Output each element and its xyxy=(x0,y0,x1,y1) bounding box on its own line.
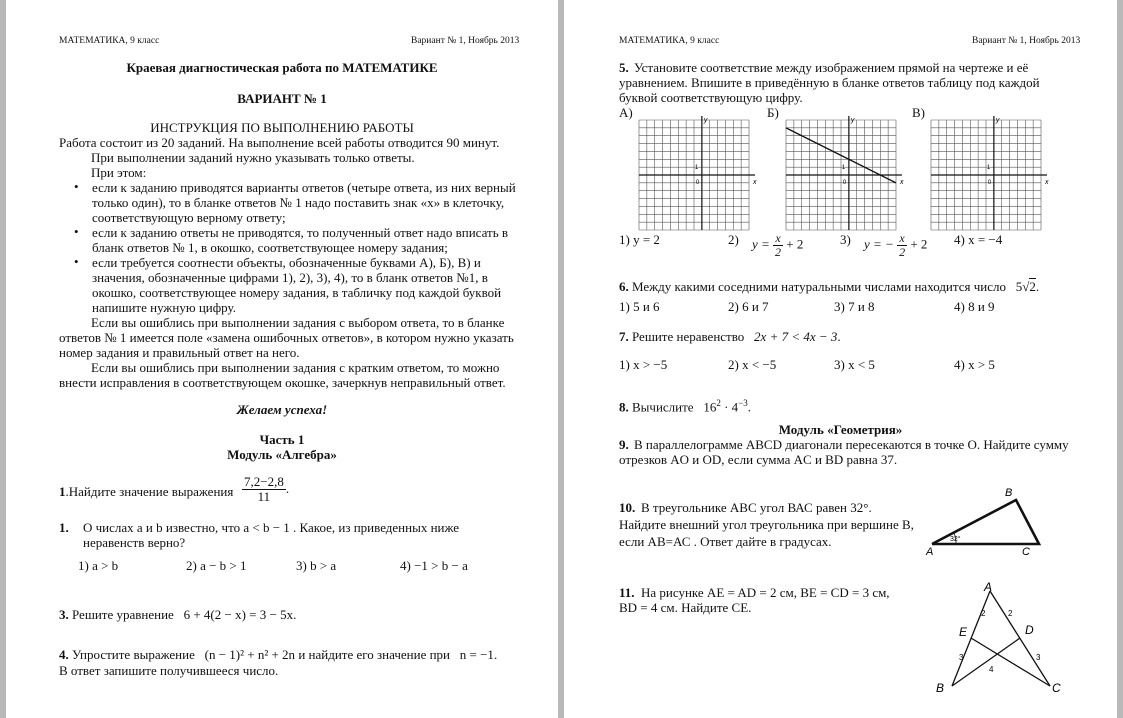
graphs-svg xyxy=(564,0,1117,260)
segment-label: 3 xyxy=(1036,653,1041,662)
question-text: Между какими соседними натуральными числами находится число xyxy=(632,279,1006,294)
answer-option: 3) xyxy=(840,232,851,247)
axis-y-label: y xyxy=(850,117,855,124)
answer-option-3 xyxy=(864,232,927,259)
instruction-line: При выполнении заданий нужно указывать только ответы. xyxy=(91,150,415,165)
question-text: В ответ запишите получившееся число. xyxy=(59,663,279,678)
axis-x-label: x xyxy=(900,179,904,186)
exponent: −3 xyxy=(738,398,748,408)
question-text: Решите уравнение xyxy=(72,607,174,622)
question-text: В параллелограмме ABCD диагонали пересекаются в точке O. Найдите сумму xyxy=(634,437,1069,452)
segment-label: 2 xyxy=(981,609,986,618)
question-6: 6. Между какими соседними натуральными числами находится число 5√2. xyxy=(619,279,1040,294)
answer-option: 4) x > 5 xyxy=(954,357,995,372)
question-number: 1. xyxy=(59,520,69,535)
question-number: 5. xyxy=(619,60,629,75)
fraction-denominator: 11 xyxy=(257,489,271,504)
triangle-shape xyxy=(932,500,1039,544)
bullet-text: значения, обозначенные цифрами 1), 2), 3), 4), то в бланк ответов №1, в xyxy=(92,270,488,285)
vertex-label-c: C xyxy=(1022,546,1030,558)
bullet-text: бланк ответов № 1, в окошко, соответствующее номеру задания; xyxy=(92,240,448,255)
axis-unit-label: 1 xyxy=(694,165,699,172)
expression: 5 xyxy=(1015,279,1023,294)
graph-label-b: Б) xyxy=(767,105,779,120)
answer-option: 3) b > a xyxy=(296,558,337,573)
graph-label-c: В) xyxy=(912,105,925,120)
answer-option: 3) x < 5 xyxy=(834,357,875,372)
question-number: 7. xyxy=(619,329,629,344)
segment-label: 3 xyxy=(959,653,964,662)
module-geometry-title: Модуль «Геометрия» xyxy=(778,422,903,437)
expression: 2 xyxy=(1029,279,1036,294)
bullet: • xyxy=(74,254,79,269)
question-8: 8. Вычислите $16^2 \cdot 4^{-3}$. xyxy=(619,398,751,415)
question-text: Решите неравенство xyxy=(632,329,745,344)
instruction-line: При этом: xyxy=(91,165,147,180)
point-label-e: E xyxy=(959,625,968,639)
fraction-numerator: 7,2−2,8 xyxy=(244,474,284,489)
expression: (n − 1)² + n² + 2n xyxy=(204,647,296,662)
answer-option: 4) x = −4 xyxy=(954,232,1003,247)
question-number: 9. xyxy=(619,437,629,452)
question-3: 3. Решите уравнение 6 + 4(2 − x) = 3 − 5x. xyxy=(59,607,297,622)
equation-part: y = xyxy=(752,236,770,252)
answer-option: 1) x > −5 xyxy=(619,357,668,372)
equation: 6 + 4(2 − x) = 3 − 5x xyxy=(183,607,294,622)
segment-label: 2 xyxy=(1008,609,1013,618)
figure-11 xyxy=(928,580,1068,700)
answer-option: 1) a > b xyxy=(78,558,119,573)
question-text: .Найдите значение выражения xyxy=(65,484,234,499)
question-text: Найдите внешний угол треугольника при вершине В, xyxy=(619,517,914,532)
question-number: 8. xyxy=(619,399,629,415)
point-label-a: A xyxy=(984,580,993,594)
bullet: • xyxy=(74,224,79,239)
part-title: Часть 1 xyxy=(259,432,305,447)
question-text: буквой соответствующую цифру. xyxy=(619,90,803,105)
segment-label: 4 xyxy=(989,665,994,674)
q1-fraction: $\frac{7,2-2,8}{11}$ . xyxy=(244,474,290,504)
answer-option: 2) a − b > 1 xyxy=(186,558,247,573)
question-text: О числах a и b известно, что a < b − 1 . Какое, из приведенных ниже xyxy=(83,520,460,535)
answer-option: 2) 6 и 7 xyxy=(728,299,769,314)
answer-option: 4) −1 > b − a xyxy=(400,558,468,573)
fraction-denominator: 2 xyxy=(775,245,782,259)
right-page xyxy=(564,0,1117,718)
question-number: 6. xyxy=(619,279,629,294)
axis-x-label: x xyxy=(1045,179,1049,186)
answer-option: 2) xyxy=(728,232,739,247)
expression: 16 xyxy=(703,399,717,415)
question-text: неравенств верно? xyxy=(83,535,186,550)
bullet-text: только один), то в бланке ответов № 1 надо поставить знак «х» в клеточку, xyxy=(92,195,505,210)
axis-origin-label: 0 xyxy=(695,180,700,186)
equation-part: + 2 xyxy=(786,236,804,252)
question-4: 4. Упростите выражение (n − 1)² + n² + 2n и найдите его значение при n = −1. xyxy=(59,647,498,662)
bullet: • xyxy=(74,179,79,194)
exponent: 2 xyxy=(716,398,721,408)
axis-unit-label: 1 xyxy=(841,165,846,172)
wish-text: Желаем успеха! xyxy=(236,402,328,417)
graph-label-a: А) xyxy=(619,105,633,120)
question-text: и найдите его значение при xyxy=(298,647,451,662)
angle-label: 32° xyxy=(950,536,961,543)
instruction-title: ИНСТРУКЦИЯ ПО ВЫПОЛНЕНИЮ РАБОТЫ xyxy=(150,120,414,135)
fraction-denominator: 2 xyxy=(899,245,906,259)
question-number: 11. xyxy=(619,585,635,600)
question-text: BD = 4 см. Найдите CE. xyxy=(619,600,752,615)
paragraph-line: Если вы ошиблись при выполнении задания с кратким ответом, то можно xyxy=(91,360,500,375)
bullet-text: соответствующую верному ответу; xyxy=(92,210,286,225)
bullet-text: окошко, соответствующее номеру задания, в табличку под каждой буквой xyxy=(92,285,502,300)
variant-title: ВАРИАНТ № 1 xyxy=(237,91,327,106)
fraction-numerator: x xyxy=(897,232,907,246)
vertex-label-a: A xyxy=(926,546,934,558)
question-number: 3. xyxy=(59,607,69,622)
answer-option: 1) y = 2 xyxy=(619,232,660,247)
bullet-text: если требуется соотнести объекты, обозначенные буквами А), Б), В) и xyxy=(92,255,481,270)
question-1 xyxy=(59,484,233,499)
question-number: 4. xyxy=(59,647,69,662)
question-number: 1 xyxy=(59,484,66,499)
fraction-numerator: x xyxy=(773,232,783,246)
answer-option: 2) x < −5 xyxy=(728,357,777,372)
question-text: Установите соответствие между изображением прямой на чертеже и её xyxy=(634,60,1029,75)
question-text: Упростите выражение xyxy=(72,647,195,662)
point-label-b: B xyxy=(936,681,945,695)
question-7: 7. Решите неравенство 2x + 7 < 4x − 3. xyxy=(619,329,841,344)
paragraph-line: номер задания и правильный ответ на него. xyxy=(59,345,300,360)
answer-option: 3) 7 и 8 xyxy=(834,299,875,314)
bullet-text: если к заданию ответы не приводятся, то полученный ответ надо вписать в xyxy=(92,225,509,240)
left-page xyxy=(6,0,558,718)
axis-origin-label: 0 xyxy=(987,180,992,186)
equation-part: + 2 xyxy=(910,236,928,252)
question-number: 10. xyxy=(619,500,636,515)
instruction-line: Работа состоит из 20 заданий. На выполнение всей работы отводится 90 минут. xyxy=(59,135,500,150)
triangle-figure xyxy=(924,484,1054,560)
equation-part: y = − xyxy=(864,236,894,252)
expression: · 4 xyxy=(720,399,739,415)
axis-origin-label: 0 xyxy=(842,180,847,186)
module-algebra-title: Модуль «Алгебра» xyxy=(227,447,337,462)
axis-y-label: y xyxy=(995,117,1000,124)
axis-y-label: y xyxy=(703,117,708,124)
inequality: 2x + 7 < 4x − 3 xyxy=(754,329,838,344)
question-text: отрезков AO и OD, если сумма AC и BD равна 37. xyxy=(619,452,898,467)
question-text: На рисунке AE = AD = 2 см, BE = CD = 3 см, xyxy=(641,585,890,600)
header-subject: МАТЕМАТИКА, 9 класс xyxy=(59,36,160,46)
expression: n = −1 xyxy=(459,647,494,662)
question-text: В треугольнике АВС угол ВАС равен 32°. xyxy=(641,500,872,515)
question-text: если АВ=АС . Ответ дайте в градусах. xyxy=(619,534,832,549)
paragraph-line: ответов № 1 имеется поле «замена ошибочных ответов», в котором нужно указать xyxy=(59,330,514,345)
header-variant: Вариант № 1, Ноябрь 2013 xyxy=(972,36,1081,46)
point-label-d: D xyxy=(1025,623,1034,637)
header-subject: МАТЕМАТИКА, 9 класс xyxy=(619,36,720,46)
answer-option: 4) 8 и 9 xyxy=(954,299,995,314)
axis-unit-label: 1 xyxy=(986,165,991,172)
header-variant: Вариант № 1, Ноябрь 2013 xyxy=(411,36,520,46)
page-title: Краевая диагностическая работа по МАТЕМАТИКЕ xyxy=(126,60,438,75)
answer-option-2 xyxy=(752,232,803,259)
vertex-label-b: B xyxy=(1005,487,1013,499)
question-text: уравнением. Впишите в приведённую в бланке ответов таблицу под каждой xyxy=(619,75,1040,90)
point-label-c: C xyxy=(1052,681,1061,695)
bullet-text: напишите нужную цифру. xyxy=(92,300,236,315)
answer-option: 1) 5 и 6 xyxy=(619,299,660,314)
question-text: Вычислите xyxy=(632,399,694,415)
bullet-text: если к заданию приводятся варианты ответов (четыре ответа, из них верный xyxy=(92,180,516,195)
paragraph-line: Если вы ошиблись при выполнении задания с выбором ответа, то в бланке xyxy=(91,315,505,330)
axis-x-label: x xyxy=(753,179,757,186)
paragraph-line: внести исправления в соответствующем окошке, зачеркнув неправильный ответ. xyxy=(59,375,506,390)
